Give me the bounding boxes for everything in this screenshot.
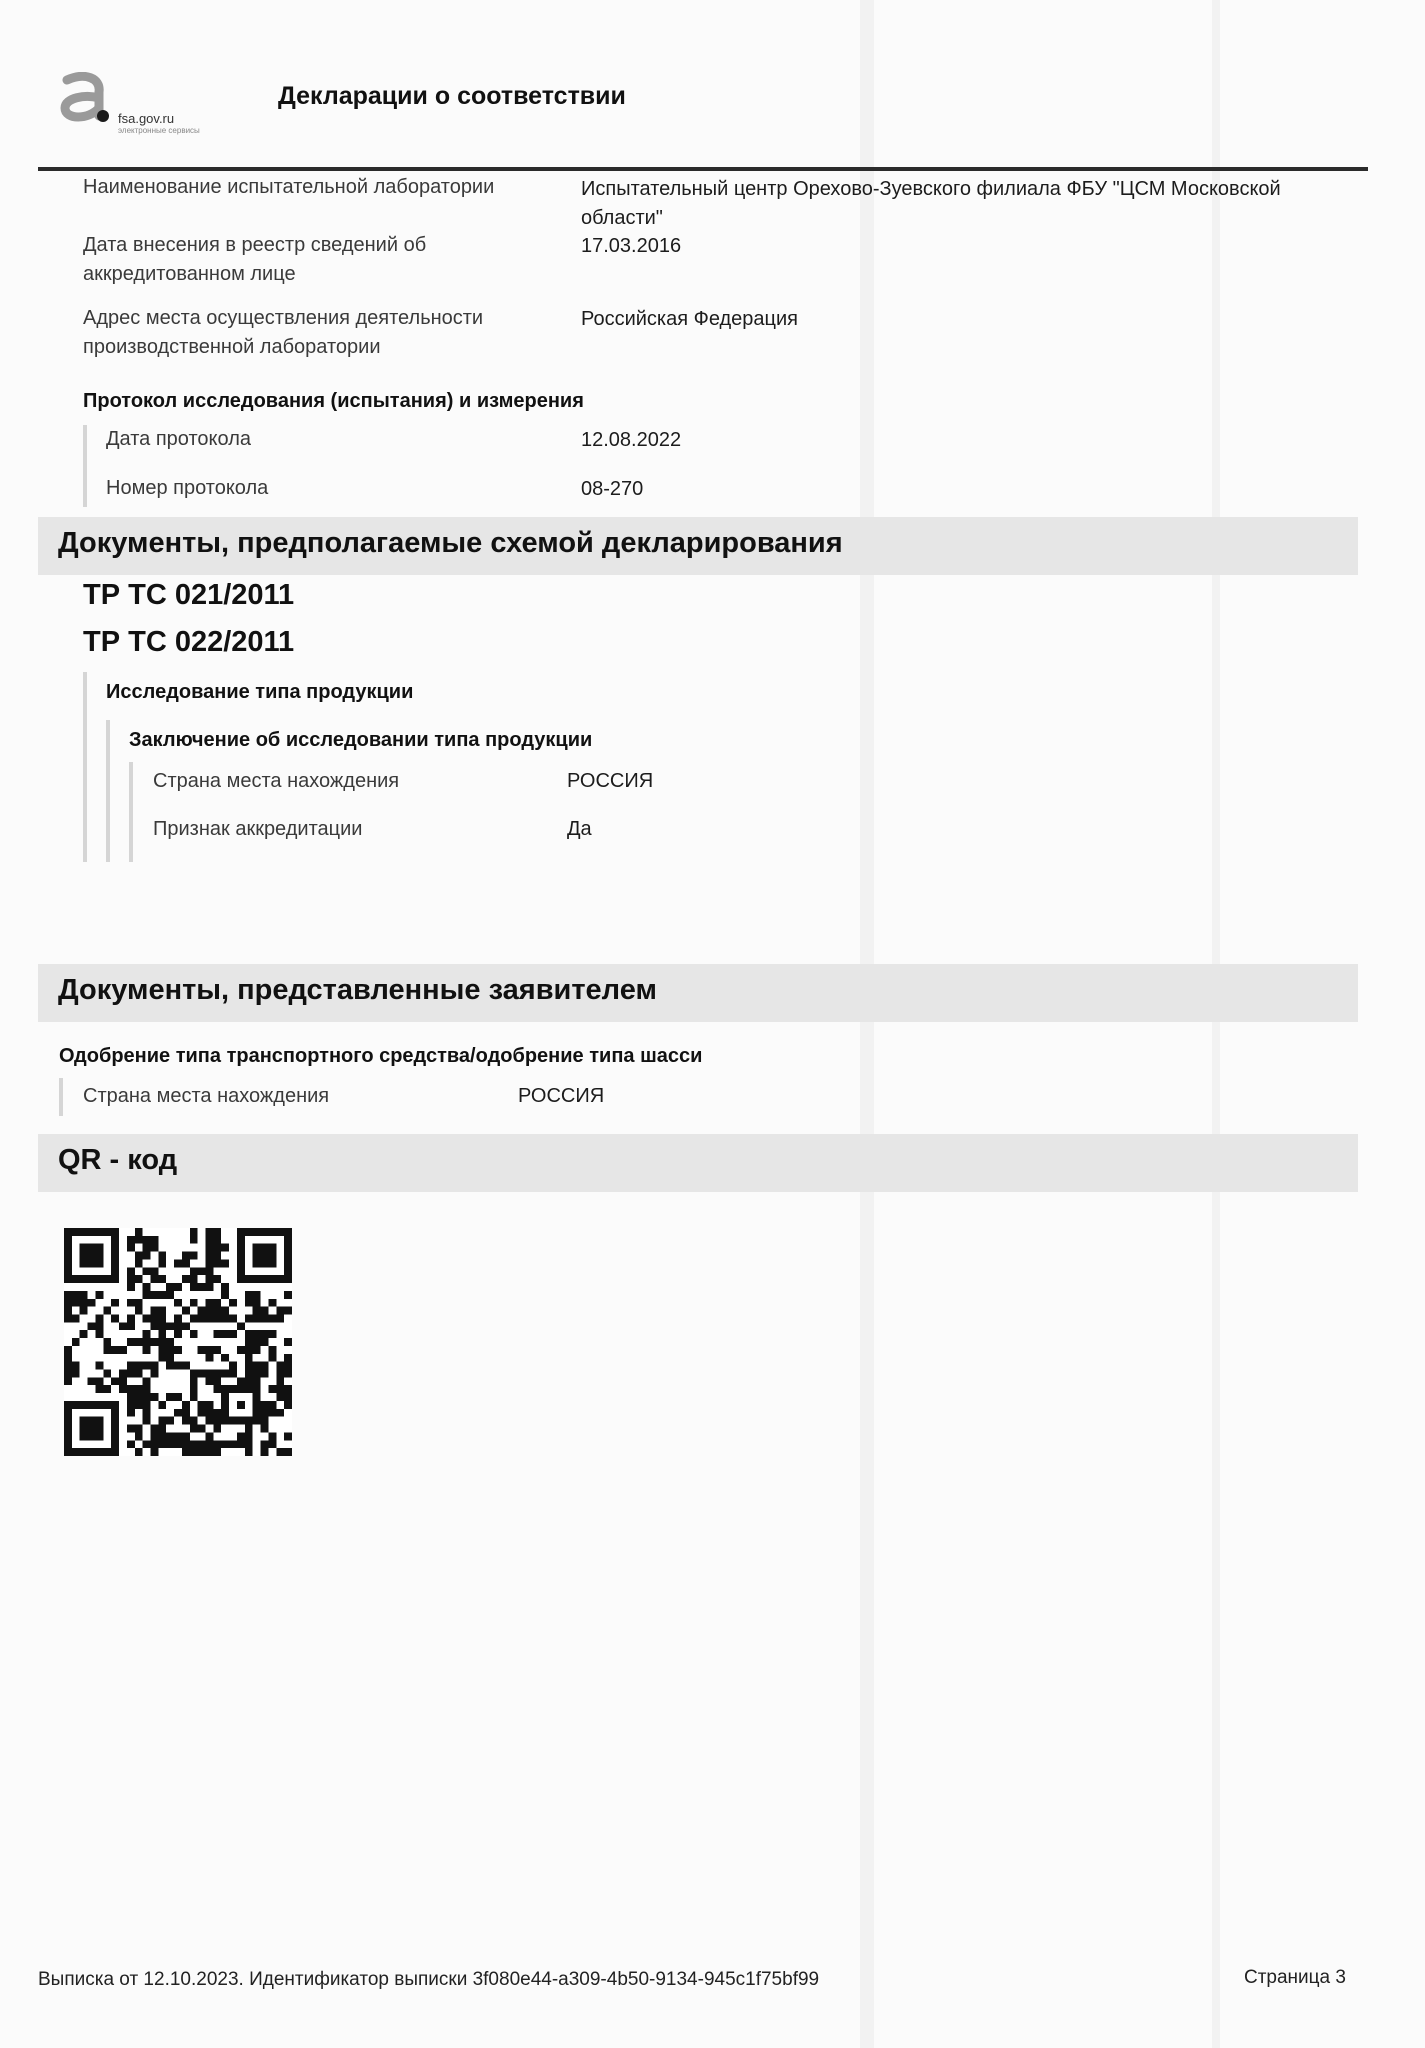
protocol-date-label: Дата протокола xyxy=(106,428,251,450)
conclusion-indent-line xyxy=(106,720,110,862)
applicant-country-value: РОССИЯ xyxy=(518,1085,605,1107)
type-approval-indent-line xyxy=(59,1078,63,1116)
qr-code-icon xyxy=(64,1228,292,1456)
applicant-country-label: Страна места нахождения xyxy=(83,1085,330,1107)
logo-domain: fsa.gov.ru xyxy=(118,111,175,126)
scan-streak xyxy=(1212,0,1220,2048)
type-approval-heading: Одобрение типа транспортного средства/одобрение типа шасси xyxy=(59,1045,703,1067)
protocol-date-value: 12.08.2022 xyxy=(581,429,682,451)
lab-registry-date-label: Дата внесения в реестр сведений об аккредитованном лице xyxy=(83,234,427,285)
section-title: QR - код xyxy=(58,1144,178,1176)
section-title: Документы, представленные заявителем xyxy=(58,974,657,1006)
logo-subtitle: электронные сервисы xyxy=(118,126,200,135)
lab-registry-date-value: 17.03.2016 xyxy=(581,235,682,257)
lab-name-label: Наименование испытательной лаборатории xyxy=(83,176,495,198)
conclusion-heading: Заключение об исследовании типа продукции xyxy=(129,729,593,751)
scheme-documents-section xyxy=(38,517,1358,575)
scan-streak xyxy=(860,0,874,2048)
study-indent-line xyxy=(83,672,87,862)
qr-section xyxy=(38,1134,1358,1192)
protocol-number-value: 08-270 xyxy=(581,478,644,500)
lab-address-value: Российская Федерация xyxy=(581,308,799,330)
extract-info: Выписка от 12.10.2023. Идентификатор выписки 3f080e44-a309-4b50-9134-945c1f75bf99 xyxy=(38,1969,820,1990)
protocol-indent-line xyxy=(83,425,87,507)
applicant-documents-section xyxy=(38,964,1358,1022)
page-number: Страница 3 xyxy=(1244,1967,1346,1988)
accreditation-value: Да xyxy=(567,818,592,840)
study-heading: Исследование типа продукции xyxy=(106,681,414,703)
regulation-title: ТР ТС 022/2011 xyxy=(83,626,295,658)
protocol-heading: Протокол исследования (испытания) и измерения xyxy=(83,390,584,412)
protocol-number-label: Номер протокола xyxy=(106,477,269,499)
country-value: РОССИЯ xyxy=(567,770,654,792)
page-title: Декларации о соответствии xyxy=(278,82,626,110)
lab-address-label: Адрес места осуществления деятельности производственной лаборатории xyxy=(83,307,484,358)
lab-name-value: Испытательный центр Орехово-Зуевского филиала ФБУ "ЦСМ Московской области" xyxy=(581,178,1281,229)
accreditation-label: Признак аккредитации xyxy=(153,818,363,840)
country-label: Страна места нахождения xyxy=(153,770,400,792)
header-divider xyxy=(38,167,1368,171)
regulation-title: ТР ТС 021/2011 xyxy=(83,579,295,611)
section-title: Документы, предполагаемые схемой декларирования xyxy=(58,527,843,559)
conclusion-rows-line xyxy=(129,762,133,862)
